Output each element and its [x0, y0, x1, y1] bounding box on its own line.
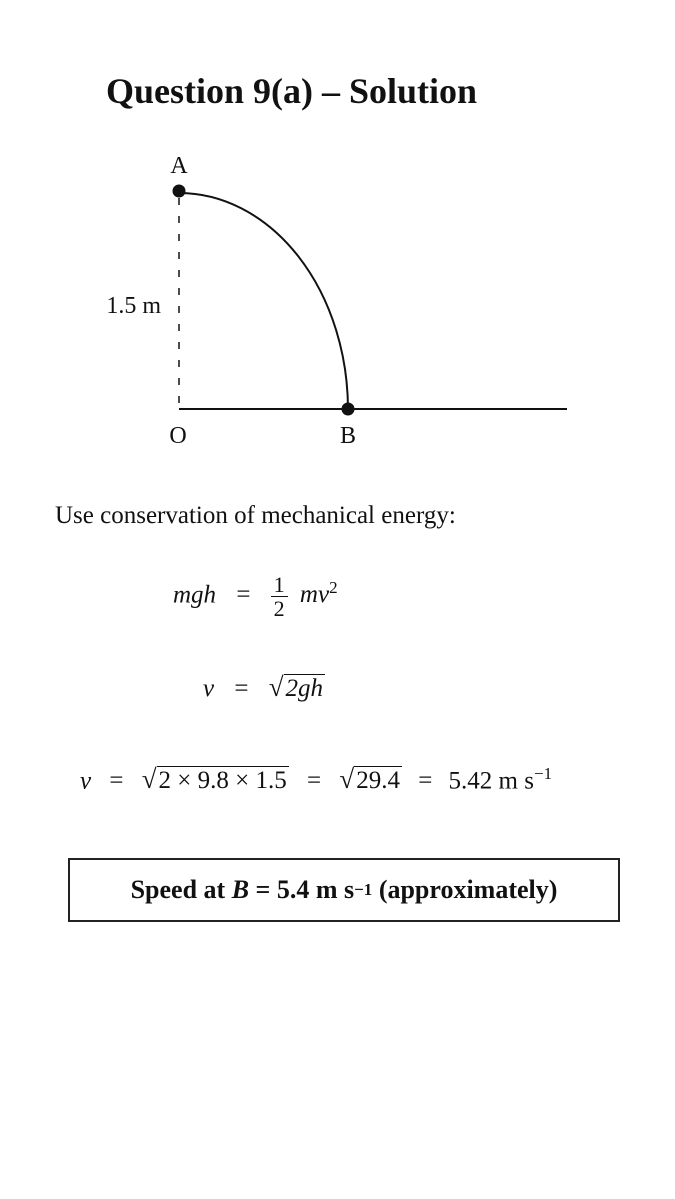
- answer-box: [68, 858, 620, 922]
- answer-suffix: (approximately): [372, 875, 558, 904]
- eq3-exponent: −1: [533, 764, 553, 783]
- sqrt-product: √2 × 9.8 × 1.5: [141, 764, 287, 795]
- point-a-label: A: [170, 153, 188, 179]
- fraction-denominator: 2: [273, 596, 285, 622]
- eq3-equals-1: =: [109, 767, 124, 795]
- quarter-circle-diagram: [0, 0, 675, 460]
- intro-text: Use conservation of mechanical energy:: [55, 502, 456, 529]
- eq1-equals: =: [236, 581, 251, 609]
- fraction-numerator: 1: [271, 573, 288, 597]
- point-a-dot: [173, 185, 186, 198]
- eq1-rhs: mv: [299, 581, 330, 609]
- half-fraction: [271, 573, 288, 620]
- eq1-exponent: 2: [329, 578, 338, 597]
- velocity-calculation: [80, 764, 552, 795]
- eq2-equals: =: [234, 675, 249, 702]
- eq3-radicand-1: 2 × 9.8 × 1.5: [158, 767, 287, 795]
- eq1-lhs: mgh: [173, 581, 217, 609]
- eq3-equals-3: =: [418, 767, 433, 795]
- answer-variable: B: [231, 875, 250, 904]
- answer-exponent: −1: [354, 880, 373, 899]
- quarter-arc: [179, 193, 348, 410]
- point-o-label: O: [169, 423, 187, 449]
- eq2-radicand: 2gh: [285, 675, 324, 702]
- answer-value: = 5.4 m s: [249, 875, 355, 904]
- page-title: Question 9(a) – Solution: [106, 71, 478, 111]
- height-label: 1.5 m: [106, 293, 161, 319]
- velocity-formula: [203, 672, 325, 703]
- point-b-dot: [342, 403, 355, 416]
- energy-equation: [173, 573, 338, 620]
- answer-prefix: Speed at: [130, 875, 232, 904]
- eq2-lhs: v: [203, 675, 215, 702]
- point-b-label: B: [339, 423, 357, 449]
- eq3-radicand-2: 29.4: [356, 767, 400, 795]
- eq3-result: 5.42 m s: [448, 767, 534, 795]
- eq3-lhs: v: [80, 767, 92, 795]
- eq3-equals-2: =: [307, 767, 322, 795]
- sqrt-29-4: √29.4: [339, 764, 400, 795]
- sqrt-2gh: √2gh: [268, 672, 324, 702]
